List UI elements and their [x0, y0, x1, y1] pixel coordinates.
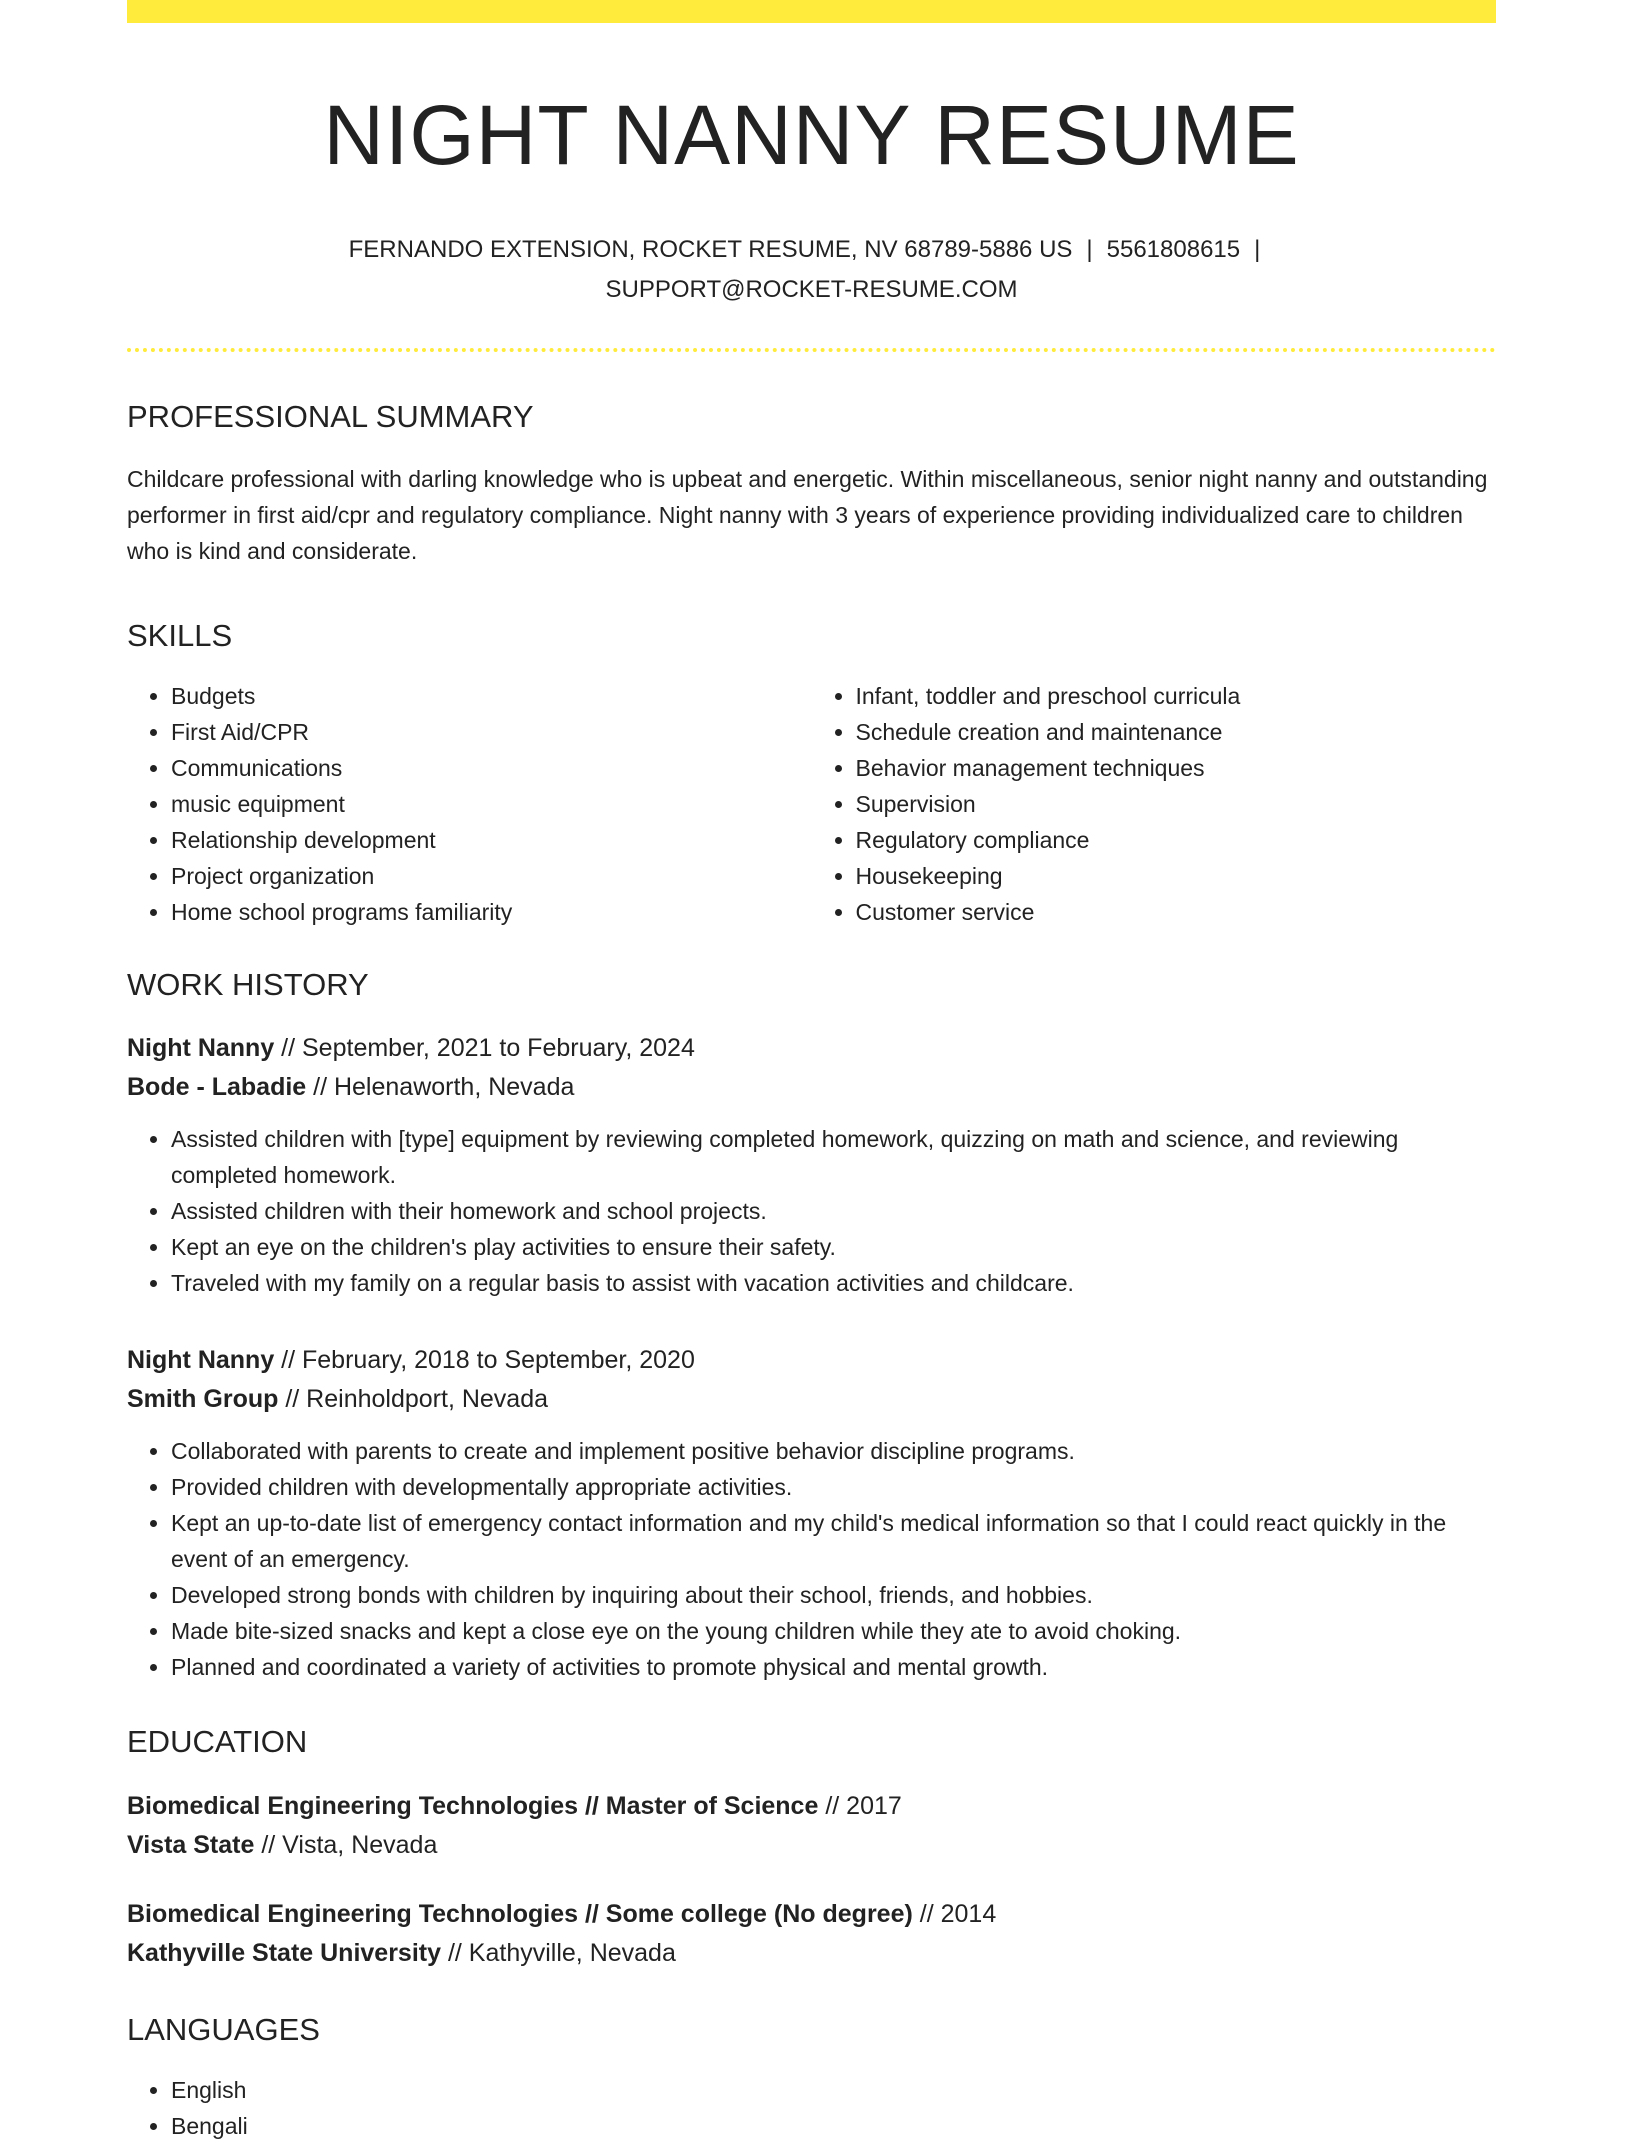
job-bullet: • Assisted children with their homework and school projects.: [171, 1193, 1496, 1229]
job-bullet: • Assisted children with [type] equipment by reviewing completed homework, quizzing on math and science, and reviewing completed homework.: [171, 1121, 1496, 1193]
job-company-line: [127, 1068, 1496, 1107]
job-company-line: [127, 1380, 1496, 1419]
job-bullet: • Provided children with developmentally appropriate activities.: [171, 1469, 1496, 1505]
job-entry: [127, 1029, 1496, 1301]
contact-email: SUPPORT@ROCKET-RESUME.COM: [605, 275, 1018, 303]
language-item: • English: [171, 2072, 1496, 2108]
job-bullet: • Kept an up-to-date list of emergency contact information and my child's medical information so that I could react quickly in the event of an emergency.: [171, 1505, 1496, 1577]
top-accent-bar: [127, 0, 1496, 23]
job-entry: [127, 1341, 1496, 1685]
education-year: // 2014: [919, 1899, 997, 1928]
contact-separator: |: [1086, 235, 1093, 263]
contact-separator: |: [1254, 235, 1261, 263]
job-role: Night Nanny: [127, 1034, 275, 1063]
skill-item: • Home school programs familiarity: [171, 894, 812, 930]
education-degree-line: [127, 1895, 1496, 1934]
dotted-divider: [127, 348, 1496, 352]
education-location: // Kathyville, Nevada: [447, 1938, 676, 1967]
education-year: // 2017: [825, 1791, 902, 1820]
job-bullet: • Made bite-sized snacks and kept a close eye on the young children while they ate to avoid choking.: [171, 1613, 1496, 1649]
job-bullet: • Developed strong bonds with children by inquiring about their school, friends, and hobbies.: [171, 1577, 1496, 1613]
languages-list: [127, 2072, 1496, 2144]
skill-item: • Regulatory compliance: [856, 822, 1497, 858]
work-history-heading: WORK HISTORY: [127, 967, 369, 1003]
skill-item: • Communications: [171, 750, 812, 786]
job-bullet: • Collaborated with parents to create and implement positive behavior discipline programs.: [171, 1433, 1496, 1469]
education-school-line: [127, 1826, 1496, 1865]
resume-title: NIGHT NANNY RESUME: [323, 88, 1300, 182]
skill-item: • Behavior management techniques: [856, 750, 1497, 786]
contact-info: [127, 230, 1496, 310]
education-degree: Biomedical Engineering Technologies // Master of Science: [127, 1791, 819, 1820]
skill-item: • music equipment: [171, 786, 812, 822]
job-dates: // February, 2018 to September, 2020: [281, 1346, 695, 1375]
education-entry: [127, 1787, 1496, 1865]
skills-column-left: [127, 678, 812, 930]
job-title-line: [127, 1029, 1496, 1068]
job-bullets: [127, 1121, 1496, 1301]
skill-item: • Customer service: [856, 894, 1497, 930]
summary-heading: PROFESSIONAL SUMMARY: [127, 398, 534, 434]
skills-list: [127, 678, 1496, 930]
skill-item: • Infant, toddler and preschool curricula: [856, 678, 1497, 714]
job-location: // Reinholdport, Nevada: [285, 1385, 549, 1414]
job-bullet: • Planned and coordinated a variety of activities to promote physical and mental growth.: [171, 1649, 1496, 1685]
contact-phone: 5561808615: [1106, 235, 1241, 263]
job-title-line: [127, 1341, 1496, 1380]
education-school-line: [127, 1934, 1496, 1973]
skill-item: • Project organization: [171, 858, 812, 894]
skill-item: • Relationship development: [171, 822, 812, 858]
job-company: Bode - Labadie: [127, 1073, 307, 1102]
resume-page: [127, 0, 1496, 2144]
skills-column-right: [812, 678, 1497, 930]
skill-item: • Supervision: [856, 786, 1497, 822]
education-school: Vista State: [127, 1830, 255, 1859]
education-location: // Vista, Nevada: [261, 1830, 438, 1859]
skill-item: • First Aid/CPR: [171, 714, 812, 750]
skill-item: • Housekeeping: [856, 858, 1497, 894]
summary-text: Childcare professional with darling knowledge who is upbeat and energetic. Within miscellaneous, senior night nanny and outstanding performer in first aid/cpr and regulatory compliance. Night nanny with 3 years of experience providing individualized care to children who is kind and considerate.: [127, 465, 1488, 564]
job-role: Night Nanny: [127, 1346, 275, 1375]
skill-item: • Schedule creation and maintenance: [856, 714, 1497, 750]
skill-item: • Budgets: [171, 678, 812, 714]
job-company: Smith Group: [127, 1385, 279, 1414]
education-degree-line: [127, 1787, 1496, 1826]
job-location: // Helenaworth, Nevada: [313, 1073, 575, 1102]
job-bullet: • Traveled with my family on a regular basis to assist with vacation activities and childcare.: [171, 1265, 1496, 1301]
languages-bullets: [127, 2072, 1496, 2144]
contact-address: FERNANDO EXTENSION, ROCKET RESUME, NV 68789-5886 US: [348, 235, 1073, 263]
job-dates: // September, 2021 to February, 2024: [281, 1034, 695, 1063]
language-item: • Bengali: [171, 2108, 1496, 2144]
education-school: Kathyville State University: [127, 1938, 442, 1967]
languages-heading: LANGUAGES: [127, 2011, 320, 2047]
job-bullet: • Kept an eye on the children's play activities to ensure their safety.: [171, 1229, 1496, 1265]
education-heading: EDUCATION: [127, 1724, 308, 1760]
education-entry: [127, 1895, 1496, 1973]
skills-heading: SKILLS: [127, 617, 233, 653]
job-bullets: [127, 1433, 1496, 1685]
education-degree: Biomedical Engineering Technologies // Some college (No degree): [127, 1899, 913, 1928]
